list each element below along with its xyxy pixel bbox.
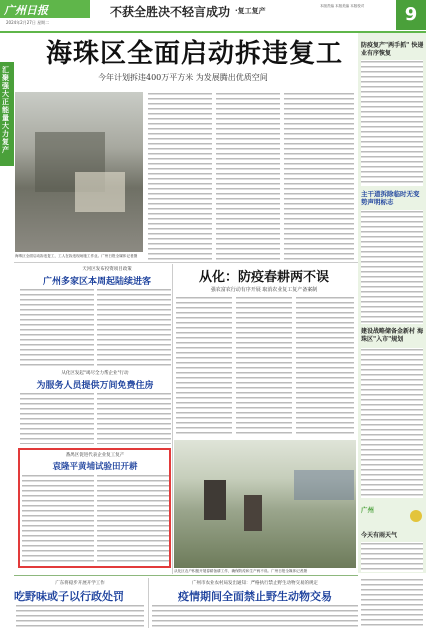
right-headline-2: 主干道拆除临时无变势声明标志 (361, 190, 420, 206)
bottom-divider (148, 578, 149, 628)
right-headline-3: 建设战略储备金新村 海珠区"入市"规划 (361, 328, 424, 343)
sun-icon (410, 510, 422, 522)
section5-body-2 (236, 296, 292, 436)
section5-body-1 (176, 296, 232, 436)
bottom2-kicker: 广州市农业农村局发出通知：严格执行禁止野生动物交易的规定 (192, 581, 318, 586)
right-headline-1: 防疫复产"两手抓" 快递业有序恢复 (361, 42, 424, 57)
main-body-col-1 (148, 92, 212, 260)
bottom1-kicker: 广东将稳步开展开学工作 (55, 581, 105, 586)
main-subheadline: 今年计划拆违400万平方米 为发展腾出优质空间 (98, 73, 268, 82)
bottom1-body (16, 604, 144, 628)
section2-body-2 (97, 288, 171, 366)
main-body-col-2 (216, 92, 280, 260)
bottom2-headline: 疫情期间全面禁止野生动物交易 (178, 590, 332, 603)
section2-headline: 广州多家区本周起陆续进客 (42, 277, 151, 287)
right-body-3 (361, 348, 423, 498)
section3-body-1 (20, 392, 94, 444)
section5-subheadline: 强农富农行动有序开展 取消农业复工复产备案制 (210, 287, 318, 293)
editor-credits: 本版责编 本版美编 本版校对 (320, 4, 365, 8)
page-masthead: 不获全胜决不轻言成功 (110, 5, 231, 19)
right-body-1 (361, 60, 423, 186)
demolition-photo-caption: 海珠区全面启动拆违复工，工人在拆违现场施工作业。广州日报全媒体记者摄 (15, 254, 138, 258)
spring-farming-photo-caption: 从化区农户积极开展春耕备耕工作，确保防疫和生产两不误。广州日报全媒体记者摄 (174, 569, 307, 573)
section5-headline: 从化：防疫春耕两不误 (198, 270, 329, 285)
section-divider (14, 262, 358, 263)
section3-body-2 (97, 392, 171, 444)
main-body-col-3 (284, 92, 354, 260)
right-bottom-body (361, 578, 423, 628)
demolition-photo (15, 92, 143, 252)
main-headline: 海珠区全面启动拆违复工 (46, 39, 344, 69)
column-divider (172, 264, 173, 574)
section-name: ·复工复产 (235, 7, 266, 15)
weather-city: 广州 (361, 506, 374, 514)
weather-body (361, 542, 423, 572)
section4-body-1 (22, 474, 94, 564)
bottom1-headline: 吃野味或子以行政处罚 (14, 590, 124, 603)
section3-headline: 为服务人员提供万间免费住房 (36, 381, 154, 391)
section2-body-1 (20, 288, 94, 366)
section4-kicker: 番禺区促进代表企业复工复产 (65, 453, 125, 458)
section2-kicker: 天河区发布投资项目政策 (82, 267, 132, 272)
bottom2-body (152, 604, 358, 628)
bottom-rule (14, 575, 358, 576)
page-number: 9 (396, 0, 426, 30)
section5-body-3 (296, 296, 354, 436)
side-tag-text: 汇聚强大正能量 大力复产 (2, 66, 9, 154)
section4-body-2 (97, 474, 169, 564)
newspaper-logo: 广州日报 (4, 4, 48, 17)
spring-farming-photo (174, 440, 356, 568)
section4-headline: 袁隆平黄埔试验田开耕 (52, 462, 138, 472)
issue-date: 2024年2月27日 星期二 (6, 20, 50, 25)
section3-kicker: 从化区发起"竭尽全力帮企业"行动 (61, 371, 129, 376)
right-body-2 (361, 210, 423, 324)
weather-headline: 今天有雨天气 (361, 532, 398, 539)
